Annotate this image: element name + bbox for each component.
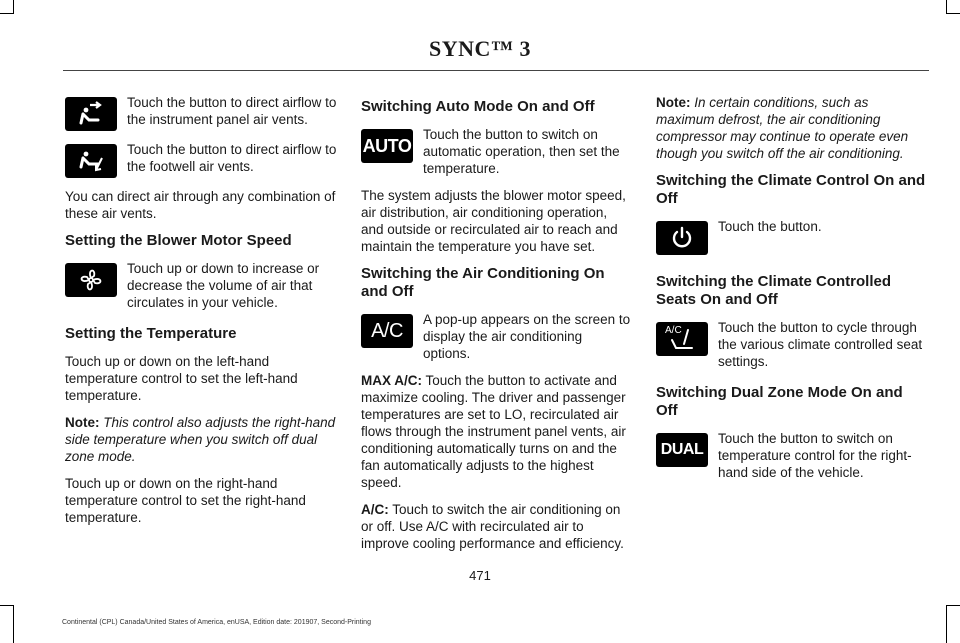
combo-paragraph: You can direct air through any combination of these air vents. (65, 189, 336, 221)
ac-paragraph (361, 501, 633, 552)
auto-icon-label: AUTO (362, 135, 412, 156)
blower-text: Touch up or down to increase or decrease the volume of air that circulates in your vehicle. (127, 261, 320, 310)
column-2 (361, 94, 633, 562)
temperature-heading: Setting the Temperature (65, 325, 237, 342)
note-label: Note: (65, 415, 100, 430)
column-1 (65, 94, 337, 536)
crop-mark (13, 0, 14, 14)
header-rule (63, 70, 929, 71)
note-label: Note: (656, 95, 691, 110)
footwell-vent-icon[interactable] (65, 144, 117, 178)
seats-text: Touch the button to cycle through the various climate controlled seat settings. (718, 320, 923, 369)
footer-edition-text: Continental (CPL) Canada/United States of America, enUSA, Edition date: 201907, Second-Printing (62, 619, 371, 626)
climate-heading: Switching the Climate Control On and Off (656, 172, 926, 207)
seat-icon-label: A/C (665, 325, 682, 336)
crop-mark (946, 0, 947, 14)
vent-panel-text: Touch the button to direct airflow to the instrument panel air vents. (127, 95, 337, 127)
ac-row (361, 311, 633, 362)
dual-icon-label: DUAL (660, 441, 704, 458)
auto-button-icon[interactable] (361, 129, 413, 163)
vent-foot-row (65, 141, 337, 178)
seats-heading: Switching the Climate Controlled Seats On and Off (656, 273, 892, 308)
auto-text: Touch the button to switch on automatic operation, then set the temperature. (423, 127, 620, 176)
crop-mark (0, 605, 14, 606)
note-paragraph (65, 414, 337, 465)
crop-mark (946, 605, 947, 643)
dual-heading: Switching Dual Zone Mode On and Off (656, 384, 903, 419)
climate-row (656, 218, 928, 255)
page-header-title: SYNC™ 3 (429, 36, 531, 61)
vent-panel-row (65, 94, 337, 131)
blower-row (65, 260, 337, 311)
dual-row (656, 430, 928, 481)
ac-icon-label: A/C (371, 319, 403, 342)
ac-description: Touch to switch the air conditioning on or off. Use A/C with recirculated air to improve cooling performance and efficiency. (361, 502, 624, 551)
max-ac-text: Touch the button to activate and maximize cooling. The driver and passenger temperatures are set to LO, recirculated air flows through the instrument panel vents, air conditioning automatically turns on and the fan automatically adjusts to the highest speed. (361, 373, 626, 490)
crop-mark (946, 13, 960, 14)
page-number: 471 (469, 568, 491, 583)
max-ac-label: MAX A/C: (361, 373, 422, 388)
power-icon[interactable] (656, 221, 708, 255)
crop-mark (13, 605, 14, 643)
climate-text: Touch the button. (718, 219, 822, 234)
temp-right-paragraph: Touch up or down on the right-hand temperature control to set the right-hand temperature. (65, 476, 306, 525)
dual-text: Touch the button to switch on temperature control for the right-hand side of the vehicle. (718, 431, 912, 480)
auto-description: The system adjusts the blower motor speed, air distribution, air conditioning operation, and outside or recirculated air to reach and maintain the temperature you have set. (361, 188, 626, 254)
column-3 (656, 94, 928, 491)
ac-heading: Switching the Air Conditioning On and Off (361, 265, 605, 300)
ac-button-icon[interactable] (361, 314, 413, 348)
ac-label: A/C: (361, 502, 389, 517)
temp-left-paragraph: Touch up or down on the left-hand temperature control to set the left-hand temperature. (65, 354, 298, 403)
note-text: This control also adjusts the right-hand side temperature when you switch off dual zone mode. (65, 415, 336, 464)
crop-mark (946, 605, 960, 606)
climate-seat-icon[interactable] (656, 322, 708, 356)
seats-row (656, 319, 928, 370)
dual-button-icon[interactable] (656, 433, 708, 467)
panel-vent-icon[interactable] (65, 97, 117, 131)
crop-mark (0, 13, 14, 14)
ac-text: A pop-up appears on the screen to display the air conditioning options. (423, 312, 631, 361)
auto-row (361, 126, 633, 177)
col3-note-paragraph (656, 94, 928, 162)
max-ac-paragraph (361, 372, 633, 491)
blower-heading: Setting the Blower Motor Speed (65, 232, 292, 249)
vent-foot-text: Touch the button to direct airflow to the footwell air vents. (127, 142, 337, 174)
auto-heading: Switching Auto Mode On and Off (361, 98, 595, 115)
fan-icon[interactable] (65, 263, 117, 297)
note-text: In certain conditions, such as maximum defrost, the air conditioning compressor may continue to operate even though you switch off the air conditioning. (656, 95, 909, 161)
